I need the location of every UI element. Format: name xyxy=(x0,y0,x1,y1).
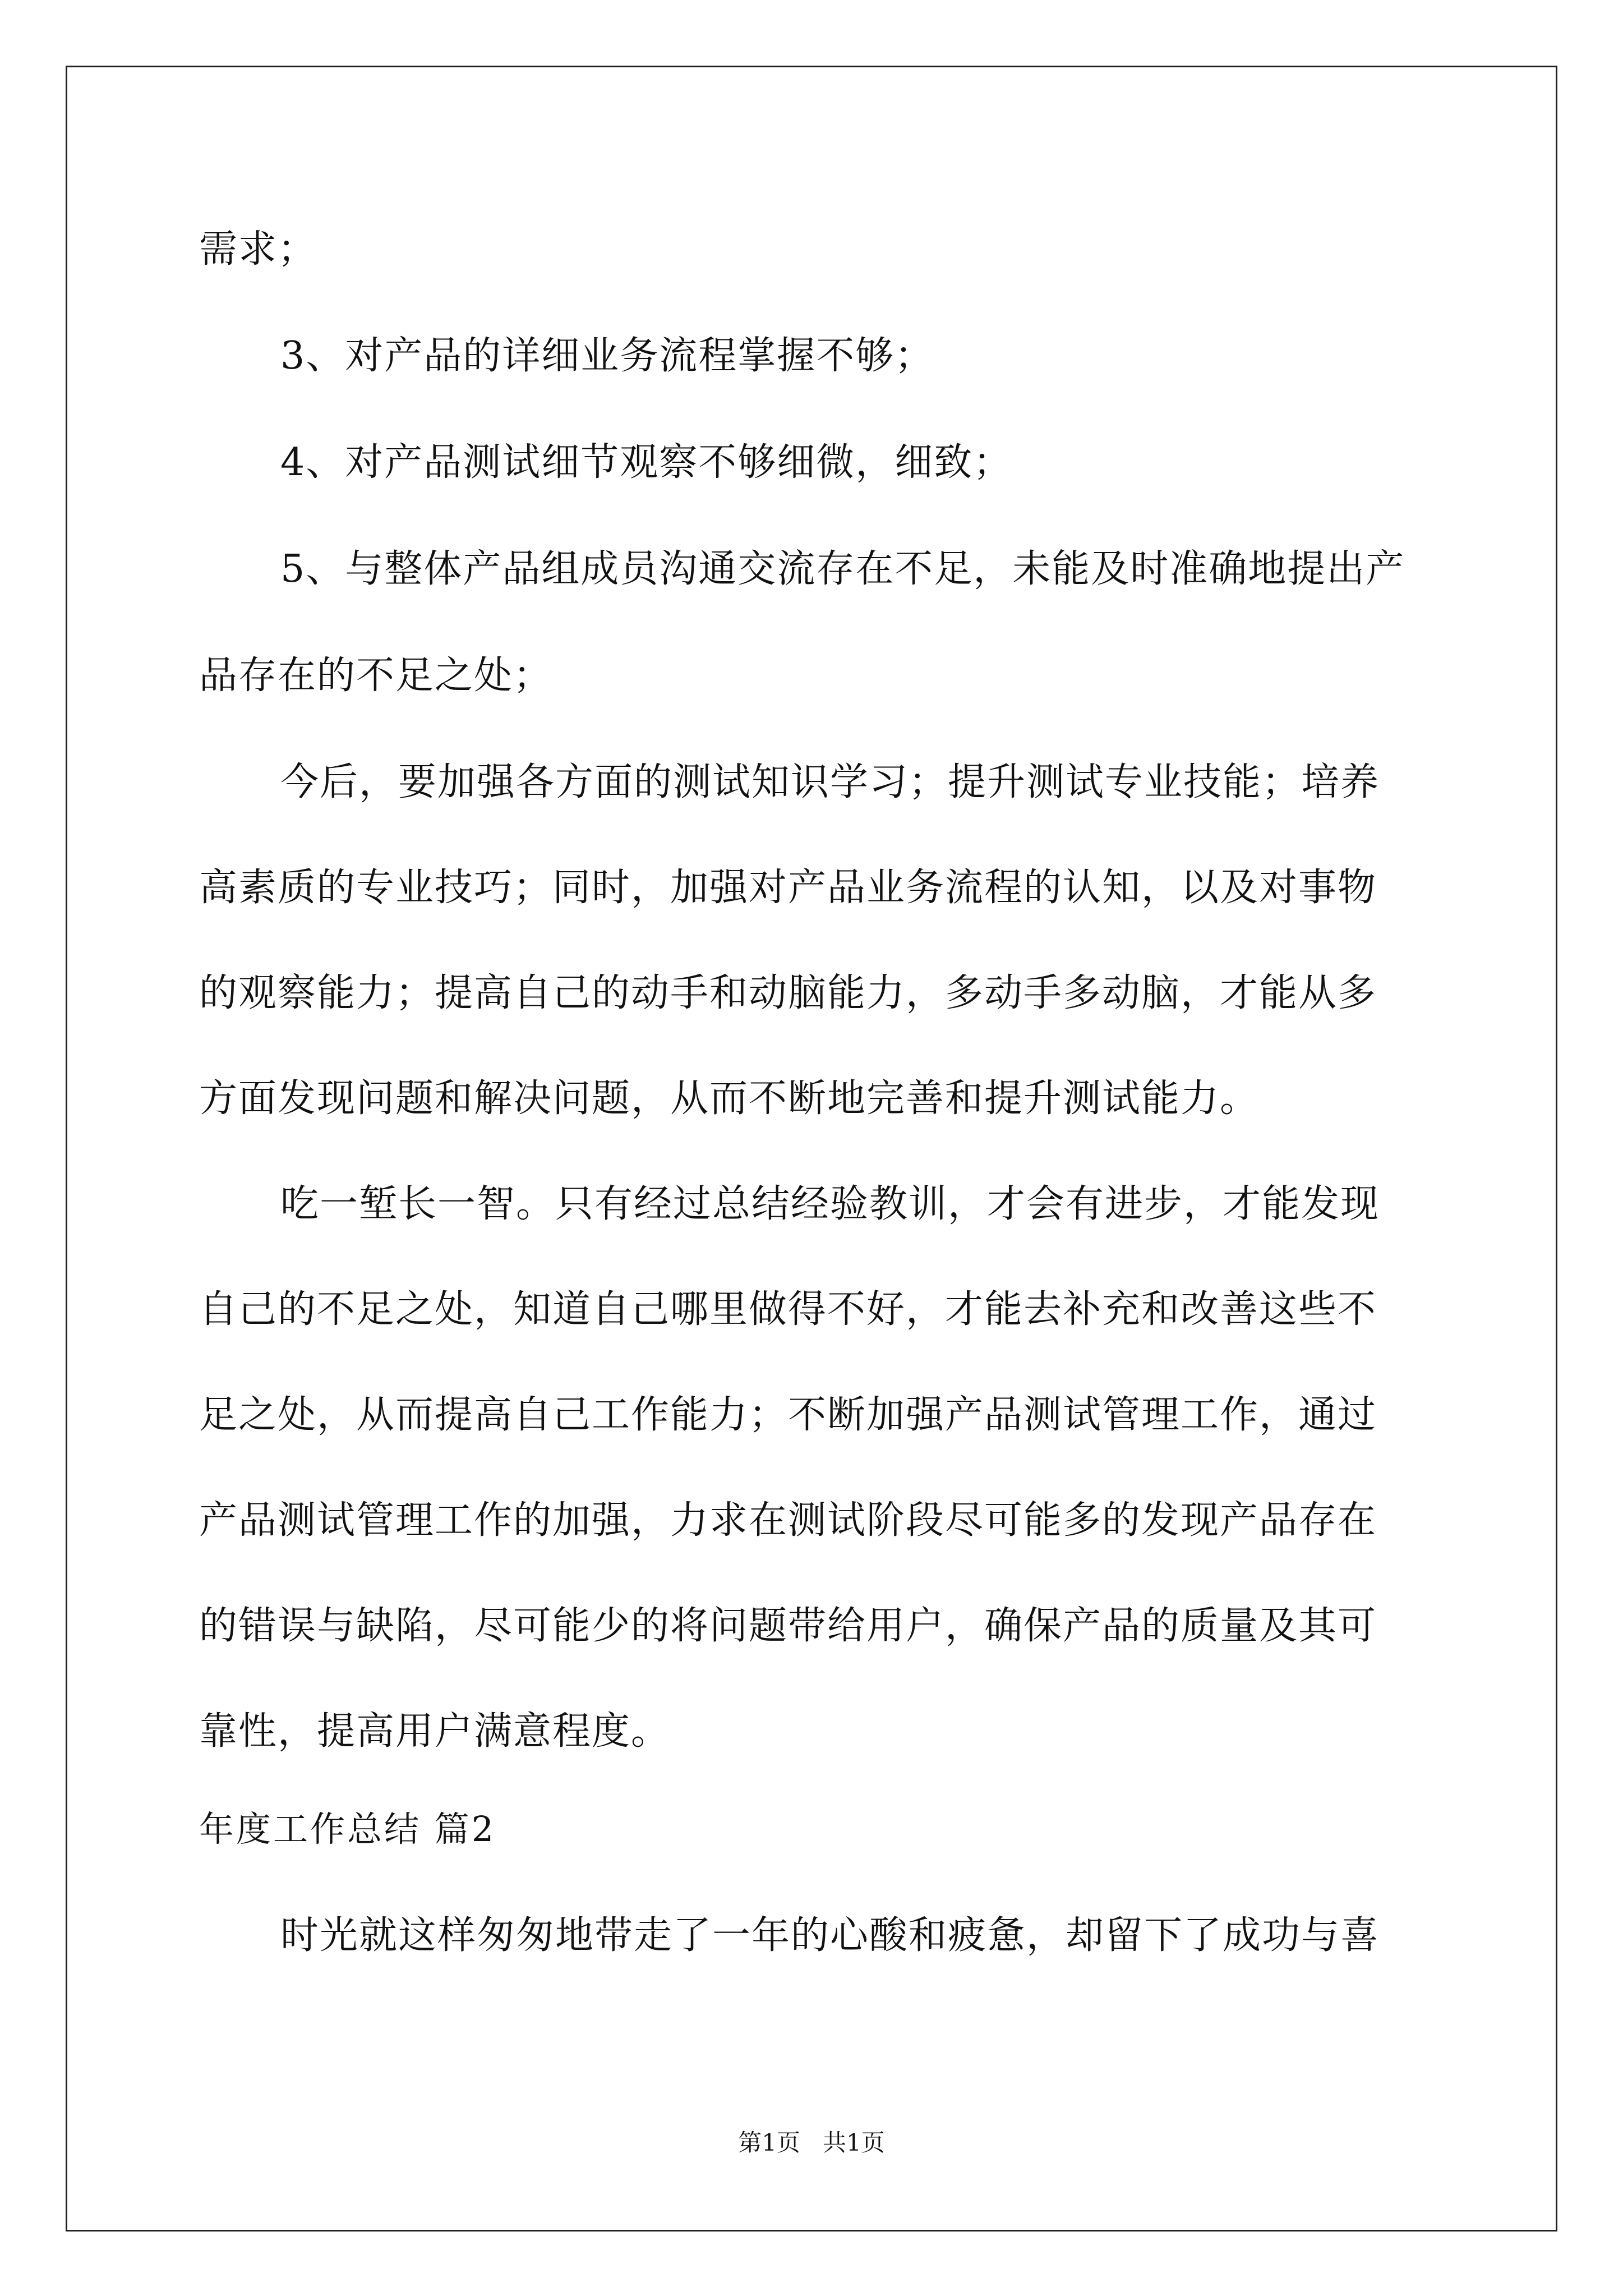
page-border xyxy=(66,66,1557,2231)
text-line: 方面发现问题和解决问题，从而不断地完善和提升测试能力。 xyxy=(199,1076,1260,1121)
text-line: 品存在的不足之处； xyxy=(199,654,553,698)
text-line: 吃一堑长一智。只有经过总结经验教训，才会有进步，才能发现 xyxy=(280,1182,1380,1226)
text-line: 足之处，从而提高自己工作能力；不断加强产品测试管理工作，通过 xyxy=(199,1393,1377,1437)
text-line: 的错误与缺陷，尽可能少的将问题带给用户，确保产品的质量及其可 xyxy=(199,1604,1377,1648)
text-line: 的观察能力；提高自己的动手和动脑能力，多动手多动脑，才能从多 xyxy=(199,971,1377,1015)
text-line: 3、对产品的详细业务流程掌握不够； xyxy=(280,334,934,378)
text-line: 自己的不足之处，知道自己哪里做得不好，才能去补充和改善这些不 xyxy=(199,1287,1377,1332)
text-line: 高素质的专业技巧；同时，加强对产品业务流程的认知，以及对事物 xyxy=(199,866,1377,910)
text-line: 5、与整体产品组成员沟通交流存在不足，未能及时准确地提出产 xyxy=(280,547,1405,591)
text-line: 需求； xyxy=(199,227,317,272)
page-number-footer: 第1页 共1页 xyxy=(738,2129,885,2156)
text-line: 今后，要加强各方面的测试知识学习；提升测试专业技能；培养 xyxy=(280,760,1380,804)
text-line: 4、对产品测试细节观察不够细微，细致； xyxy=(280,440,1013,485)
text-line: 时光就这样匆匆地带走了一年的心酸和疲惫，却留下了成功与喜 xyxy=(280,1913,1380,1958)
text-line: 产品测试管理工作的加强，力求在测试阶段尽可能多的发现产品存在 xyxy=(199,1498,1377,1543)
text-line: 靠性，提高用户满意程度。 xyxy=(199,1709,671,1754)
section-heading: 年度工作总结 篇2 xyxy=(199,1809,496,1849)
